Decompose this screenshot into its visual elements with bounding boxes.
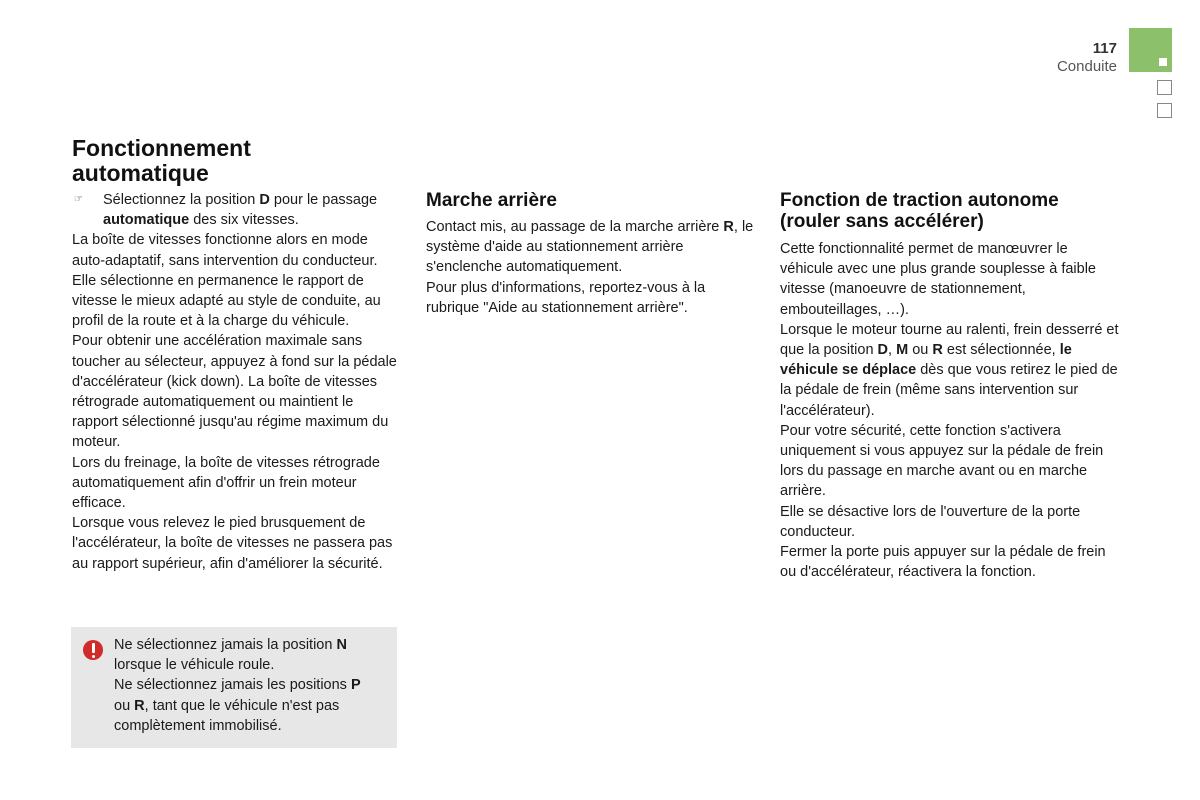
paragraph: Lorsque vous relevez le pied brusquement de l'accélérateur, la boîte de vitesses ne passera pas au rapport supérieur, afin d'améliorer la sécurité. (72, 515, 393, 572)
paragraph: Lors du freinage, la boîte de vitesses rétrograde automatiquement afin d'offrir un frein moteur efficace. (72, 454, 380, 512)
section-title-creep: Fonction de traction autonome (rouler sans accélérer) (780, 190, 1059, 232)
paragraph: Contact mis, au passage de la marche arrière R, le système d'aide au stationnement arrière s'enclenche automatiquement. (426, 219, 754, 276)
hand-pointing-icon: ☞ (74, 194, 83, 205)
section-title-automatic (72, 136, 402, 186)
column-creep-function (780, 190, 1120, 582)
title-line: automatique (72, 160, 209, 186)
paragraph: Pour votre sécurité, cette fonction s'activera uniquement si vous appuyez sur la pédale de frein lors du passage en marche avant ou en marche arrière. (780, 422, 1104, 500)
instruction-bullet (72, 190, 402, 230)
paragraph: Lorsque le moteur tourne au ralenti, frein desserré et que la position D, M ou R est sélectionnée, le véhicule se déplace dès que vous retirez le pied de la pédale de frein (même sans intervention sur l'accélérateur). (780, 321, 1119, 419)
paragraph: Pour obtenir une accélération maximale sans toucher au sélecteur, appuyez à fond sur la pédale d'accélérateur (kick down). La boîte de vitesses rétrograde automatiquement ou maintient le rapport sélectionné jusqu'au régime maximum du moteur. (72, 333, 397, 451)
column-reverse-gear (426, 190, 756, 318)
paragraph: Cette fonctionnalité permet de manœuvrer le véhicule avec une plus grande souplesse à faible vitesse (manoeuvre de stationnement, embouteillages, …). (780, 241, 1096, 318)
title-line: Fonctionnement (72, 135, 251, 161)
paragraph: Pour plus d'informations, reportez-vous à la rubrique "Aide au stationnement arrière". (426, 279, 706, 316)
paragraph: Elle se désactive lors de l'ouverture de la porte conducteur. (780, 503, 1081, 540)
bullet-text: Sélectionnez la position D pour le passage automatique des six vitesses. (103, 192, 378, 229)
paragraph: La boîte de vitesses fonctionne alors en mode auto-adaptatif, sans intervention du conducteur. Elle sélectionne en permanence le rapport de vitesse le mieux adapté au style de conduite, au profil de la route et à la charge du véhicule. (72, 232, 381, 330)
warning-text: Ne sélectionnez jamais la position N lorsque le véhicule roule. Ne sélectionnez jamais les positions P ou R, tant que le véhicule n'est pas complètement immobilisé. (114, 637, 361, 734)
page-header (1057, 40, 1117, 76)
section-title-reverse: Marche arrière (426, 190, 557, 211)
chapter-tab-empty-box (1157, 80, 1172, 95)
chapter-tab-empty-box (1157, 103, 1172, 118)
section-name: Conduite (1056, 58, 1117, 75)
chapter-tab-marker (1159, 58, 1167, 66)
column-automatic-mode (72, 136, 402, 574)
page-number: 117 (1092, 40, 1117, 57)
warning-box (71, 627, 397, 748)
paragraph: Fermer la porte puis appuyer sur la pédale de frein ou d'accélérateur, réactivera la fonction. (780, 544, 1106, 581)
warning-icon (83, 640, 103, 660)
